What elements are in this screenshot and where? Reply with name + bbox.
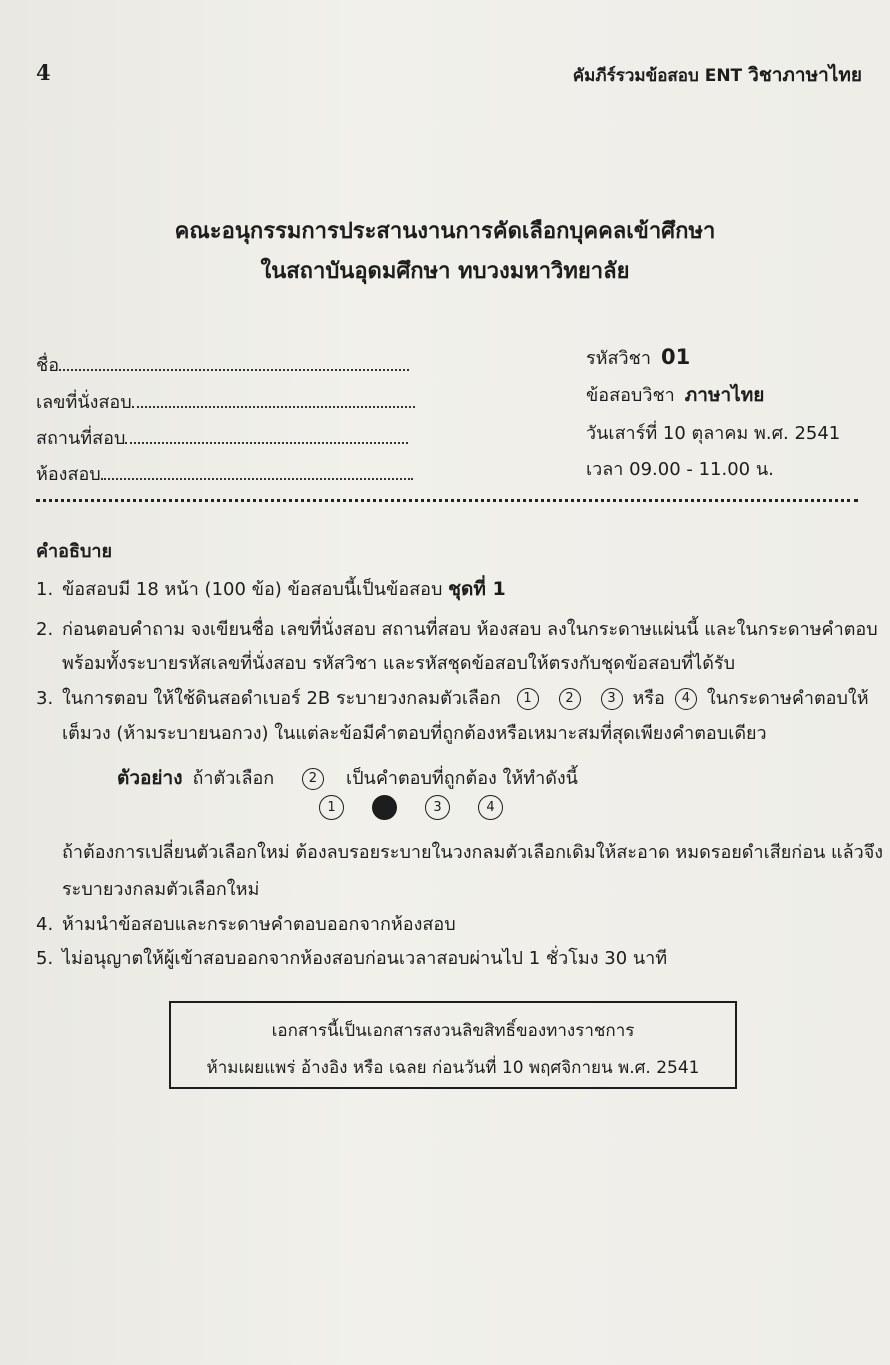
- answer-bubble-3: 3: [425, 795, 450, 820]
- exam-subject-label: ข้อสอบวิชา: [586, 385, 675, 406]
- example-label: ตัวอย่าง: [117, 767, 183, 789]
- room-label: ห้องสอบ: [36, 464, 101, 485]
- room-field: [36, 459, 413, 488]
- copyright-notice-line-1: เอกสารนี้เป็นเอกสารสงวนลิขสิทธิ์ของทางราชการ: [271, 1021, 635, 1041]
- instructions-heading: คำอธิบาย: [36, 541, 113, 562]
- name-label: ชื่อ: [36, 355, 60, 376]
- answer-bubble-4: 4: [478, 795, 503, 820]
- seat-number-label: เลขที่นั่งสอบ: [36, 392, 132, 413]
- subject-code-label: รหัสวิชา: [586, 348, 651, 369]
- instruction-4: [36, 909, 456, 938]
- or-text: หรือ: [632, 688, 665, 709]
- instruction-3-number: 3.: [36, 688, 54, 709]
- instruction-1-number: 1.: [36, 579, 54, 600]
- answer-bubble-1: 1: [319, 795, 344, 820]
- institution-title: ในสถาบันอุดมศึกษา ทบวงมหาวิทยาลัย: [260, 259, 630, 284]
- exam-set-number: ชุดที่ 1: [448, 578, 506, 600]
- subject-header: วิชาภาษาไทย: [748, 64, 862, 86]
- instruction-3-text: ในการตอบ ให้ใช้ดินสอดำเบอร์ 2B ระบายวงกลมตัวเลือก: [62, 688, 501, 709]
- example-result-text: เป็นคำตอบที่ถูกต้อง ให้ทำดังนี้: [345, 768, 578, 789]
- instruction-1: [36, 574, 506, 604]
- copyright-notice-box: [169, 1001, 737, 1089]
- exam-subject: [586, 380, 764, 410]
- book-title: คัมภีร์รวมข้อสอบ ENT: [572, 66, 743, 86]
- choice-circle-2: 2: [559, 688, 581, 710]
- instruction-3-line-2: เต็มวง (ห้ามระบายนอกวง) ในแต่ละข้อมีคำตอบที่ถูกต้องหรือเหมาะสมที่สุดเพียงคำตอบเดียว: [62, 723, 767, 744]
- copyright-notice-line-2: ห้ามเผยแพร่ อ้างอิง หรือ เฉลย ก่อนวันที่ 10 พฤศจิกายน พ.ศ. 2541: [206, 1058, 700, 1078]
- instruction-3-tail: ในกระดาษคำตอบให้: [706, 688, 869, 709]
- instruction-5: [36, 943, 667, 972]
- example-text: ถ้าตัวเลือก: [192, 768, 275, 789]
- name-blank: [59, 368, 409, 371]
- committee-title: คณะอนุกรรมการประสานงานการคัดเลือกบุคคลเข้าศึกษา: [174, 219, 716, 244]
- example-row: [117, 763, 578, 793]
- venue-label: สถานที่สอบ: [36, 428, 126, 449]
- instruction-5-number: 5.: [36, 948, 54, 969]
- exam-time: เวลา 09.00 - 11.00 น.: [586, 459, 774, 480]
- instruction-2-number: 2.: [36, 619, 54, 640]
- exam-date: วันเสาร์ที่ 10 ตุลาคม พ.ศ. 2541: [586, 423, 841, 444]
- page-number: 4: [36, 60, 51, 85]
- example-choice-2: 2: [302, 768, 324, 790]
- choice-circle-3: 3: [601, 688, 623, 710]
- choice-circle-4: 4: [675, 688, 697, 710]
- venue-blank: [125, 441, 408, 444]
- subject-code: [586, 343, 690, 372]
- venue-field: [36, 423, 408, 452]
- change-instruction-line-1: ถ้าต้องการเปลี่ยนตัวเลือกใหม่ ต้องลบรอยระบายในวงกลมตัวเลือกเดิมให้สะอาด หมดรอยดำเสียก่อน แล้วจึง: [62, 842, 884, 863]
- running-header: [573, 60, 862, 90]
- choice-circle-1: 1: [517, 688, 539, 710]
- subject-code-value: 01: [660, 345, 691, 369]
- seat-number-blank: [132, 405, 415, 408]
- answer-bubble-2-filled: [372, 795, 397, 820]
- exam-subject-value: ภาษาไทย: [684, 384, 765, 406]
- instruction-2: [36, 614, 878, 643]
- room-blank: [101, 477, 413, 480]
- instruction-5-text: ไม่อนุญาตให้ผู้เข้าสอบออกจากห้องสอบก่อนเวลาสอบผ่านไป 1 ชั่วโมง 30 นาที: [62, 948, 668, 969]
- change-instruction-line-2: ระบายวงกลมตัวเลือกใหม่: [62, 879, 260, 900]
- seat-number-field: [36, 387, 415, 416]
- instruction-2-line-1: ก่อนตอบคำถาม จงเขียนชื่อ เลขที่นั่งสอบ สถานที่สอบ ห้องสอบ ลงในกระดาษแผ่นนี้ และในกระดาษคำตอบ: [62, 619, 878, 640]
- answer-bubble-row: [305, 795, 517, 820]
- instruction-1-text: ข้อสอบมี 18 หน้า (100 ข้อ) ข้อสอบนี้เป็นข้อสอบ: [62, 579, 443, 600]
- instruction-4-number: 4.: [36, 914, 54, 935]
- name-field: [36, 350, 409, 379]
- instruction-4-text: ห้ามนำข้อสอบและกระดาษคำตอบออกจากห้องสอบ: [62, 914, 456, 935]
- dotted-separator: [36, 499, 858, 502]
- instruction-3: [36, 683, 869, 712]
- instruction-2-line-2: พร้อมทั้งระบายรหัสเลขที่นั่งสอบ รหัสวิชา และรหัสชุดข้อสอบให้ตรงกับชุดข้อสอบที่ได้รับ: [62, 653, 735, 674]
